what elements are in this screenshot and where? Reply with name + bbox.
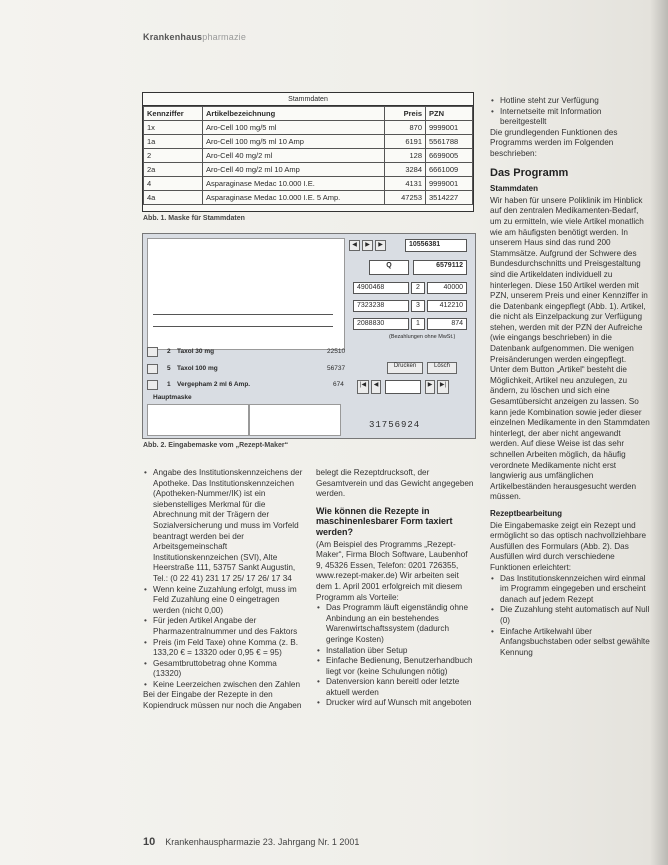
side-pzn-field[interactable]: 4900468 [353,282,409,294]
table-row [144,135,473,149]
column-left [143,468,303,712]
journal-info: Krankenhauspharmazie 23. Jahrgang Nr. 1 2001 [165,837,360,847]
table-row [144,163,473,177]
table-cell: Aro-Cell 100 mg/5 ml [203,121,385,135]
pzn-field[interactable]: 10556381 [405,239,467,252]
list-item: • Angabe des Institutionskennzeichens der Apotheke. Das Institutionskennzeichen (Apotheken-Nummer/IK) ist ein siebenstelliges Merkmal für die Abrechnung mit der Trägern der Sozialversicherung und muss im Vorfeld beantragt werden bei der Arbeitsgemeinschaft Institutionskennzeichen (SVI), Alte Heerstraße 111, 53757 Sankt Augustin, Tel.: (0 22 41) 231 17 25/ 17 26/ 17 34 [153,468,303,585]
side-factor-field[interactable]: 1 [411,318,425,330]
line-count: 2 [167,348,171,355]
table-caption: Stammdaten [143,93,473,106]
code-field[interactable]: 6579112 [413,260,467,275]
table-cell: 9999001 [426,177,473,191]
list-item: • Die Zuzahlung steht automatisch auf Null (0) [500,605,650,626]
side-price-field[interactable]: 874 [427,318,467,330]
table-cell: 3284 [385,163,426,177]
list-item: • Hotline steht zur Verfügung [500,96,650,107]
page-next-button[interactable]: ▶| [437,380,449,394]
list-item: • Einfache Bedienung, Benutzerhandbuch liegt vor (keine Schulungen nötig) [326,656,476,677]
table-cell: 6699005 [426,149,473,163]
advantages-list [316,603,476,709]
figure2-caption: Abb. 2. Eingabemaske vom „Rezept-Maker“ [143,442,289,449]
running-head [143,32,246,42]
list-item: • Preis (im Feld Taxe) ohne Komma (z. B. 133,20 € = 13320 oder 0,95 € = 95) [153,638,303,659]
page-footer [143,836,359,848]
paragraph: Wir haben für unsere Poliklinik im Hinblick auf den zentralen Medikamenten-Bedarf, um zu ermitteln, wie viele Artikel monatlich wie am häufigsten benötigt werden. In unserem Haus sind das rund 200 Stammsätze. Aufgrund der Schwere des Bundesdurchschnitts und Preisgestaltung sind die Artikeldaten individuell zu hinterlegen. Diese 150 Artikel werden mit PZN, unserem Preis und einer Kennziffer in die Datenbank eingepflegt (Abb. 1). Artikel, die nicht als Einzelpackung zur Verfügung stehen, werden mit der PZN der Aufreiche (wie eingangs beschrieben) in die Datenbank aufgenommen. Die wenigen Preisänderungen werden eingepflegt. [490,195,648,364]
line-value: 56737 [327,365,346,372]
figure-eingabemaske [142,233,476,439]
line-value: 22510 [327,348,346,355]
table-row [144,149,473,163]
list-item: • Installation über Setup [326,646,476,657]
nav-next-button[interactable]: ▶ [362,240,373,251]
column-header: Kennziffer [144,107,203,121]
list-item: • Für jeden Artikel Angabe der Pharmazentralnummer und des Faktors [153,616,303,637]
line-value: 674 [333,381,344,388]
table-row [144,177,473,191]
table-cell: 5561788 [426,135,473,149]
section-title: Das Programm [490,166,569,179]
q-field[interactable]: Q [369,260,409,275]
summary-note: (Bezahlungen ohne MwSt.) [389,334,456,340]
side-pzn-field[interactable]: 2088830 [353,318,409,330]
column-right [490,96,650,658]
list-item: • Keine Leerzeichen zwischen den Zahlen [153,680,303,691]
table-cell: 1x [144,121,203,135]
side-pzn-field[interactable]: 7323238 [353,300,409,312]
side-price-field[interactable]: 412210 [427,300,467,312]
side-factor-field[interactable]: 3 [411,300,425,312]
list-item: • Das Programm läuft eigenständig ohne Anbindung an ein bestehendes Warenwirtschaftssystem (dadurch geringe Kosten) [326,603,476,645]
list-item: • Datenversion kann bereitl oder letzte aktuell werden [326,677,476,698]
table-cell: 2 [144,149,203,163]
nav-last-button[interactable]: ▶ [375,240,386,251]
figure-stammdaten-table [142,92,474,212]
functions-list [490,574,650,659]
page-prev-button[interactable]: |◀ [357,380,369,394]
line-text: Taxol 100 mg [177,365,218,372]
table-cell: 128 [385,149,426,163]
column-header: PZN [426,107,473,121]
page-number: 10 [143,836,156,848]
table-cell: 9999001 [426,121,473,135]
line-count: 5 [167,365,171,372]
paragraph: Die Eingabemaske zeigt ein Rezept und ermöglicht so das optisch nachvollziehbare Ausfüllen des Formulars (Abb. 2). Das Ausfüllen wird durch verschiedene Funktionen erleichtert: [490,520,647,572]
page-input[interactable] [385,380,421,394]
column-middle [316,468,476,709]
footer-label: Hauptmaske [153,394,192,401]
paragraph: belegt die Rezeptdrucksoft, der Gesamtverein und das Gewicht angegeben werden. [316,468,474,499]
subsection-heading: Stammdaten [490,184,539,194]
form-rule [153,314,333,315]
paragraph: Die grundlegenden Funktionen des Programms werden im Folgenden beschrieben: [490,127,618,158]
table-cell: 6191 [385,135,426,149]
page-edge-shadow [650,0,668,865]
form-footer-box [249,404,341,436]
page-forward-button[interactable]: ▶ [425,380,435,394]
table-cell: 3514227 [426,191,473,205]
barcode-number: 31756924 [369,420,421,430]
row-select-button[interactable] [147,380,158,390]
loesch-button[interactable]: Lösch [427,362,457,374]
table-cell: 4a [144,191,203,205]
column-header: Artikelbezeichnung [203,107,385,121]
table-row [144,191,473,205]
table-cell: 6661009 [426,163,473,177]
list-item: • Gesamtbruttobetrag ohne Komma (13320) [153,659,303,680]
rezept-form-area [147,238,345,350]
table-cell: 47253 [385,191,426,205]
paragraph: (Am Beispiel des Programms „Rezept-Maker“, Firma Bloch Software, Laubenhof 9, 45326 Essen, Telefon: 0201 726355, www.rezept-maker.de) Wir arbeiten seit dem 1. April 2001 erfolgreich mit diesem Programm als Vorteile: [316,539,468,602]
line-count: 1 [167,381,171,388]
row-select-button[interactable] [147,364,158,374]
table-cell: 4131 [385,177,426,191]
stammdaten-table [143,106,473,205]
side-factor-field[interactable]: 2 [411,282,425,294]
side-price-field[interactable]: 40000 [427,282,467,294]
requirements-list [143,468,303,690]
drucken-button[interactable]: Drucken [387,362,423,374]
list-item: • Internetseite mit Information bereitgestellt [500,107,650,128]
list-item: • Das Institutionskennzeichen wird einmal im Programm eingegeben und erscheint danach auf jedem Rezept [500,574,650,606]
running-head-main: Krankenhaus [143,32,203,42]
service-list [490,96,650,128]
row-select-button[interactable] [147,347,158,357]
form-rule [153,326,333,327]
table-cell: Asparaginase Medac 10.000 I.E. [203,177,385,191]
paragraph: Bei der Eingabe der Rezepte in den Kopiendruck müssen nur noch die Angaben [143,690,302,711]
list-item: • Drucker wird auf Wunsch mit angeboten [326,698,476,709]
table-cell: 4 [144,177,203,191]
table-cell: Aro-Cell 100 mg/5 ml 10 Amp [203,135,385,149]
table-cell: Aro-Cell 40 mg/2 ml 10 Amp [203,163,385,177]
table-header-row [144,107,473,121]
paragraph: Unter dem Button „Artikel“ besteht die Möglichkeit, Artikel neu anzulegen, zu ändern, zu löschen und sich eine Gesamtübersicht anzeigen zu lassen. So kann jede Kombination sowie jeder dieser einzelnen Medikamente in den Stammdaten hinterlegt, der aber nicht angewandt werden. Auf diese Weise ist das sehr schnellen Arbeiten möglich, da häufig verordnete Medikamente nicht erst langwierig aus umfänglichen Artikelbeständen herausgesucht werden müssen. [490,365,650,502]
table-cell: 870 [385,121,426,135]
line-text: Taxol 30 mg [177,348,215,355]
nav-first-button[interactable]: ◀ [349,240,360,251]
figure1-caption: Abb. 1. Maske für Stammdaten [143,215,245,222]
list-item: • Einfache Artikelwahl über Anfangsbuchstaben oder selbst gewählte Kennung [500,627,650,659]
running-head-accent: pharmazie [202,32,247,42]
table-cell: Aro-Cell 40 mg/2 ml [203,149,385,163]
table-cell: Asparaginase Medac 10.000 I.E. 5 Amp. [203,191,385,205]
subsection-heading: Rezeptbearbeitung [490,508,563,518]
page-back-button[interactable]: ◀ [371,380,381,394]
table-row [144,121,473,135]
table-cell: 2a [144,163,203,177]
table-cell: 1a [144,135,203,149]
line-text: Vergepham 2 ml 6 Amp. [177,381,251,388]
section-heading: Wie können die Rezepte in maschinenlesbarer Form taxiert werden? [316,505,453,537]
column-header: Preis [385,107,426,121]
list-item: • Wenn keine Zuzahlung erfolgt, muss im Feld Zuzahlung eine 0 eingetragen werden (nicht 0,00) [153,585,303,617]
form-footer-box [147,404,249,436]
